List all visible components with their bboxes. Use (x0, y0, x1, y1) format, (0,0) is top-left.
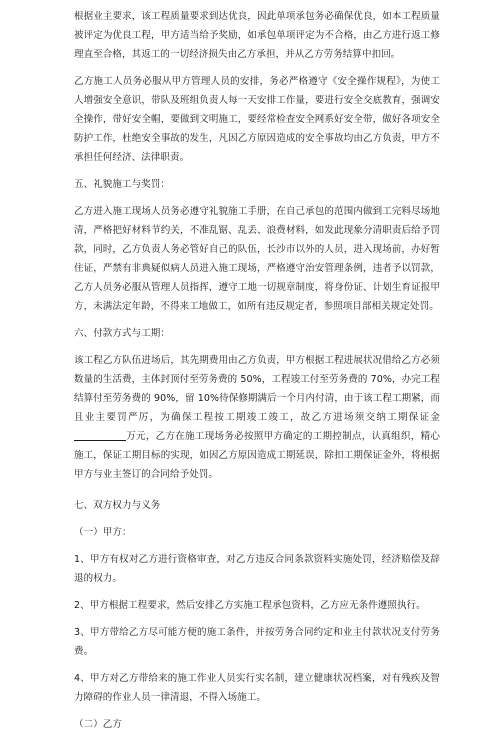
party-a-subheading: （一）甲方： (74, 527, 132, 538)
section-7-heading: 七、双方权力与义务 (74, 500, 161, 511)
section-6-text-a: 该工程乙方队伍进场后，其先期费用由乙方负责，甲方根据工程进展状况借给乙方必须数量的生活费，主体封顶付至劳务费的 50%，工程竣工付至劳务费的 70%，办完工程结算付至劳务费的 90%，留 10%待保修期满后一个月内付清，由于该工程工期紧，而且业主要罚严厉，为确保工程按工期竣工竣工，故乙方进场须交纳工期保证金 (74, 355, 440, 423)
section-5-heading: 五、礼貌施工与奖罚： (74, 179, 171, 190)
party-a-item-4: 4、甲方对乙方带给来的施工作业人员实行实名制，建立健康状况档案，对有残疾及智力障碍的作业人员一律清退，不得入场施工。 (74, 673, 440, 703)
safety-paragraph: 乙方施工人员务必服从甲方管理人员的安排，务必严格遵守《安全操作规程》，为使工人增强安全意识，带队及班组负责人每一天安排工作量，要进行安全交底教育，强调安全操作，带好安全帽，要做到文明施工，要经常检查安全网系好安全带，做好各项安全防护工作，杜绝安全事故的发生，凡因乙方原因造成的安全事故均由乙方负责，甲方不承担任何经济、法律职责。 (74, 76, 440, 163)
intro-paragraph: 根据业主要求，该工程质量要求到达优良，因此单项承包务必确保优良，如本工程质量被评定为优良工程，甲方适当给予奖励，如承包单项评定为不合格，由乙方进行返工修理直至合格，其返工的一切经济损失由乙方承担，并从乙方劳务结算中扣回。 (74, 11, 440, 60)
party-a-item-1: 1、甲方有权对乙方进行资格审查，对乙方违反合同条款资料实施处罚，经济赔偿及辞退的权力。 (74, 554, 440, 584)
party-a-item-2: 2、甲方根据工程要求，然后安排乙方实施工程承包资料，乙方应无条件遵照执行。 (74, 600, 426, 611)
section-6-heading: 六、付款方式与工期： (74, 328, 171, 339)
section-6-text-b: 万元，乙方在施工现场务必按照甲方确定的工期控制点，认真组织，精心施工，保证工期目标的实现，如因乙方原因造成工期延误，除扣工期保证金外，将根据甲方与业主签订的合同给予处罚。 (74, 431, 440, 480)
party-b-subheading: （二）乙方 (74, 719, 123, 730)
party-a-item-3: 3、甲方带给乙方尽可能方便的施工条件，并按劳务合同约定和业主付款状况支付劳务费。 (74, 627, 440, 657)
deposit-amount-blank (74, 429, 126, 441)
section-5-paragraph: 乙方进入施工现场人员务必遵守礼貌施工手册，在自己承包的范围内做到工完料尽场地清，严格把好材料节约关，不准乱锯、乱丢、浪费材料，如发此现象分清职责后给予罚款，同时，乙方负责人务必管好自己的队伍，长沙市以外的人员，进入现场前，办好暂住证，严禁有非典疑似病人员进入施工现场，严格遵守治安管理条例，违者予以罚款，乙方人员务必服从管理人员指挥，遵守工地一切规章制度，将身份证、计划生育证报甲方，未满法定年龄，不得来工地做工，如所有违反规定者，参照项目部相关规定处罚。 (74, 206, 440, 312)
section-6-paragraph (74, 351, 440, 484)
